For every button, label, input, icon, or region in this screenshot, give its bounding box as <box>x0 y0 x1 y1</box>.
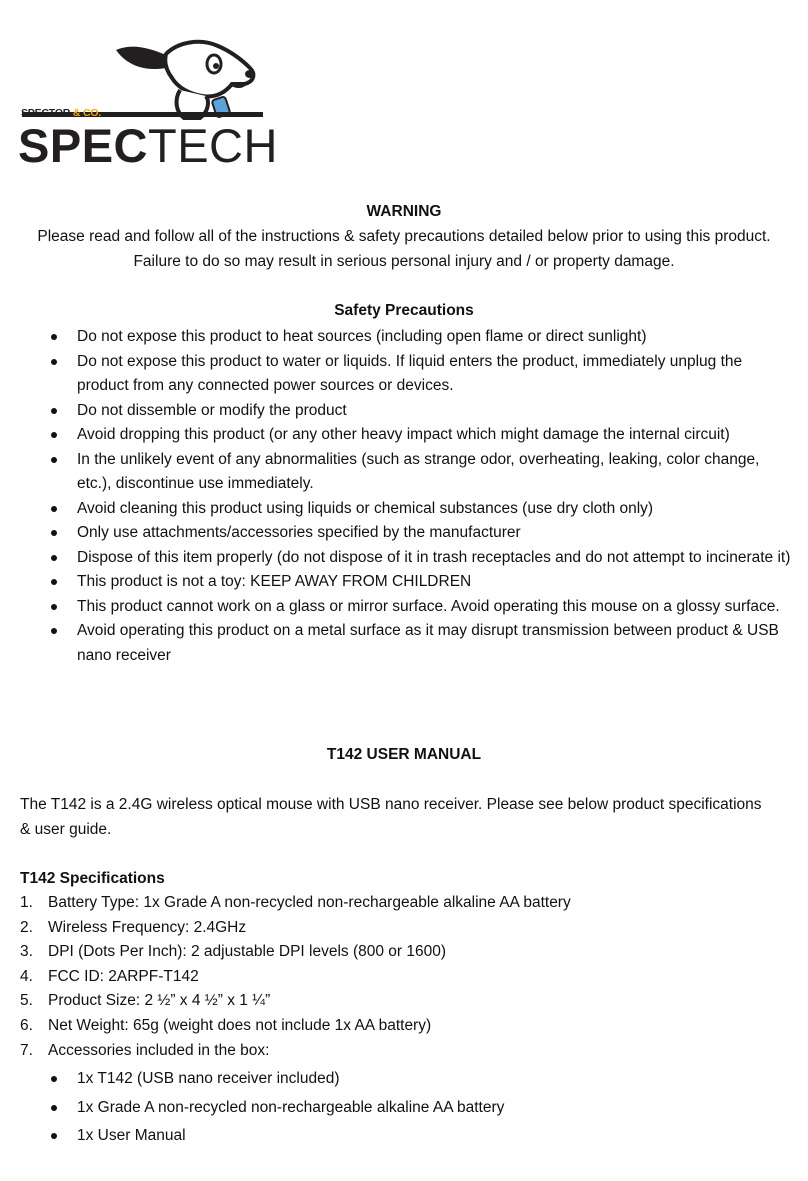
list-text: Wireless Frequency: 2.4GHz <box>48 918 247 936</box>
specs-list <box>0 891 571 1063</box>
warning-line-1: Please read and follow all of the instructions & safety precautions detailed below prior to using this product. <box>37 228 771 245</box>
list-item <box>0 940 571 965</box>
list-text: Accessories included in the box: <box>48 1041 270 1059</box>
spectech-logo <box>18 38 278 172</box>
list-item <box>0 965 571 990</box>
list-item <box>0 891 571 916</box>
list-item: This product cannot work on a glass or mirror surface. Avoid operating this mouse on a glossy surface. <box>0 595 808 620</box>
list-number: 7. <box>20 1041 33 1059</box>
accessories-list <box>0 1065 504 1151</box>
list-text: DPI (Dots Per Inch): 2 adjustable DPI levels (800 or 1600) <box>48 943 447 961</box>
list-number: 3. <box>20 943 33 961</box>
list-item: This product is not a toy: KEEP AWAY FROM CHILDREN <box>0 570 808 595</box>
list-number: 5. <box>20 992 33 1010</box>
list-item: Avoid dropping this product (or any other heavy impact which might damage the internal circuit) <box>0 423 808 448</box>
brand-name: SPECTECH <box>18 119 278 172</box>
list-item: 1x T142 (USB nano receiver included) <box>0 1065 504 1094</box>
list-number: 1. <box>20 894 33 911</box>
manual-title: T142 USER MANUAL <box>326 746 482 763</box>
manual-intro-line-1: The T142 is a 2.4G wireless optical mouse with USB nano receiver. Please see below product specifications <box>20 796 762 813</box>
list-item <box>0 1039 571 1064</box>
list-number: 4. <box>20 967 33 985</box>
list-item <box>0 916 571 941</box>
list-item: Dispose of this item properly (do not dispose of it in trash receptacles and do not attempt to incinerate it) <box>0 546 808 571</box>
safety-list <box>0 325 808 668</box>
list-text: Battery Type: 1x Grade A non-recycled non-rechargeable alkaline AA battery <box>48 894 571 911</box>
specs-title: T142 Specifications <box>20 870 165 887</box>
list-item: Do not dissemble or modify the product <box>0 399 808 424</box>
company-name: SPECTOR & CO. <box>21 107 102 119</box>
warning-title: WARNING <box>366 203 442 220</box>
list-item: Do not expose this product to heat sources (including open flame or direct sunlight) <box>0 325 808 350</box>
list-number: 2. <box>20 918 33 936</box>
list-item: In the unlikely event of any abnormalities (such as strange odor, overheating, leaking, color change, etc.), discontinue use immediately. <box>0 448 808 497</box>
list-item: Do not expose this product to water or liquids. If liquid enters the product, immediately unplug the product from any connected power sources or devices. <box>0 350 808 399</box>
list-text: Net Weight: 65g (weight does not include 1x AA battery) <box>48 1016 432 1034</box>
list-item: Only use attachments/accessories specified by the manufacturer <box>0 521 808 546</box>
list-text: FCC ID: 2ARPF-T142 <box>48 967 199 985</box>
list-item <box>0 989 571 1014</box>
list-text: Product Size: 2 ½” x 4 ½” x 1 ¼” <box>48 992 271 1010</box>
list-number: 6. <box>20 1016 33 1034</box>
manual-intro-line-2: & user guide. <box>20 821 112 838</box>
warning-line-2: Failure to do so may result in serious personal injury and / or property damage. <box>133 253 675 270</box>
list-item: 1x Grade A non-recycled non-rechargeable alkaline AA battery <box>0 1094 504 1123</box>
list-item: Avoid operating this product on a metal surface as it may disrupt transmission between product & USB nano receiver <box>0 619 808 668</box>
list-item <box>0 1014 571 1039</box>
list-item: 1x User Manual <box>0 1122 504 1151</box>
safety-title: Safety Precautions <box>334 302 474 319</box>
list-item: Avoid cleaning this product using liquids or chemical substances (use dry cloth only) <box>0 497 808 522</box>
